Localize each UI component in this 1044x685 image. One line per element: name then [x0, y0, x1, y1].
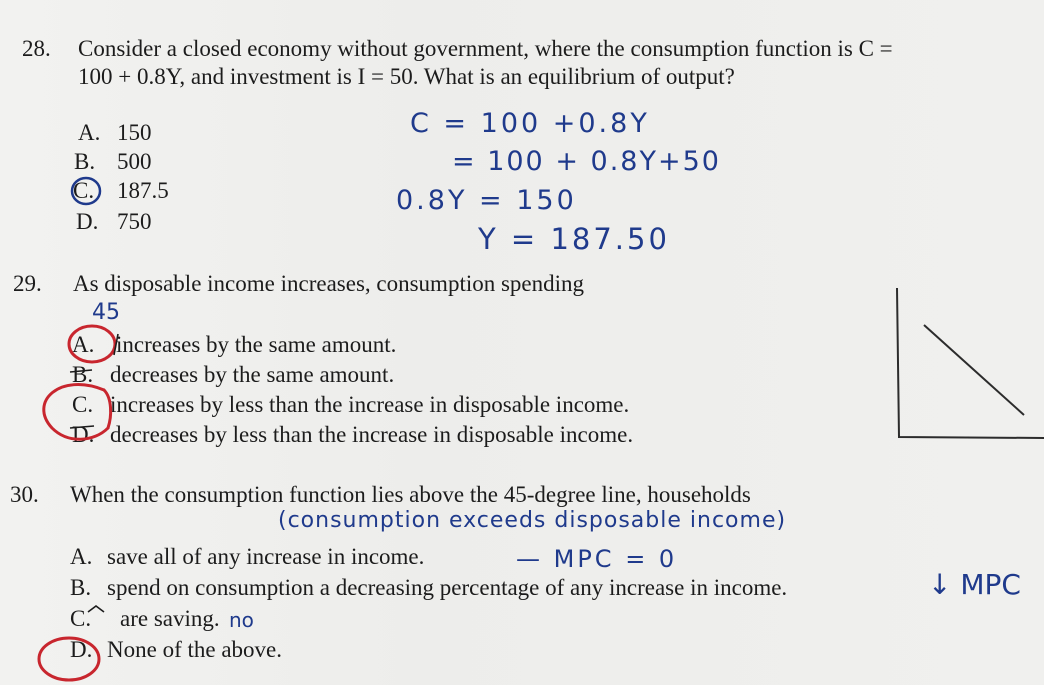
option-letter: A.	[70, 544, 93, 569]
question-stem-line2: 100 + 0.8Y, and investment is I = 50. What is an equilibrium of output?	[78, 64, 735, 89]
option-text: decreases by less than the increase in disposable income.	[110, 422, 634, 447]
handwritten-note: 45	[92, 300, 120, 325]
option-letter: D.	[72, 422, 95, 447]
handwritten-work-line: = 100 + 0.8Y+50	[452, 146, 721, 177]
question-number: 28.	[22, 36, 51, 61]
caret-mark	[88, 606, 104, 612]
option-letter: B.	[72, 362, 94, 387]
answer-circle-29a	[69, 326, 115, 362]
handwritten-note: (consumption exceeds disposable income)	[278, 508, 787, 533]
option-letter: C.	[72, 392, 94, 417]
answer-circle-30	[39, 638, 99, 680]
option-text: spend on consumption a decreasing percentage of any increase in income.	[107, 575, 788, 600]
option-text: 750	[117, 209, 152, 234]
sketch-axes	[897, 288, 1044, 438]
question-stem: As disposable income increases, consumption spending	[73, 271, 585, 296]
option-text: 150	[117, 120, 152, 145]
option-text: decreases by the same amount.	[110, 362, 395, 387]
handwritten-work-line: Y = 187.50	[478, 222, 670, 256]
question-stem-line1: Consider a closed economy without government, where the consumption function is C =	[78, 36, 893, 61]
answer-circle-29c	[44, 385, 108, 440]
option-text: increases by less than the increase in disposable income.	[110, 392, 630, 417]
option-letter: D.	[76, 209, 99, 234]
option-letter: A.	[72, 332, 95, 357]
option-text: increases by the same amount.	[116, 332, 397, 357]
handwritten-work-line: 0.8Y = 150	[396, 185, 577, 216]
option-letter: C.	[73, 178, 95, 203]
question-stem: When the consumption function lies above the 45-degree line, households	[70, 482, 751, 507]
answer-circle-28	[72, 178, 100, 204]
question-number: 30.	[10, 482, 39, 507]
handwritten-note: — MPC = 0	[516, 545, 678, 573]
strike-mark	[70, 370, 92, 372]
sketch-line	[924, 325, 1024, 415]
handwritten-note: ↓ MPC	[928, 568, 1021, 601]
strike-mark	[70, 426, 94, 428]
question-number: 29.	[13, 271, 42, 296]
option-text: 187.5	[117, 178, 169, 203]
option-text: None of the above.	[107, 637, 282, 662]
option-text: 500	[117, 149, 152, 174]
option-text: save all of any increase in income.	[107, 544, 425, 569]
option-text: are saving.	[120, 606, 220, 631]
option-letter: B.	[74, 149, 96, 174]
option-letter: C.	[70, 606, 92, 631]
option-letter: D.	[70, 637, 93, 662]
option-letter: B.	[70, 575, 92, 600]
handwritten-work-line: C = 100 +0.8Y	[410, 108, 650, 139]
handwritten-note: no	[229, 608, 254, 632]
option-letter: A.	[78, 120, 101, 145]
